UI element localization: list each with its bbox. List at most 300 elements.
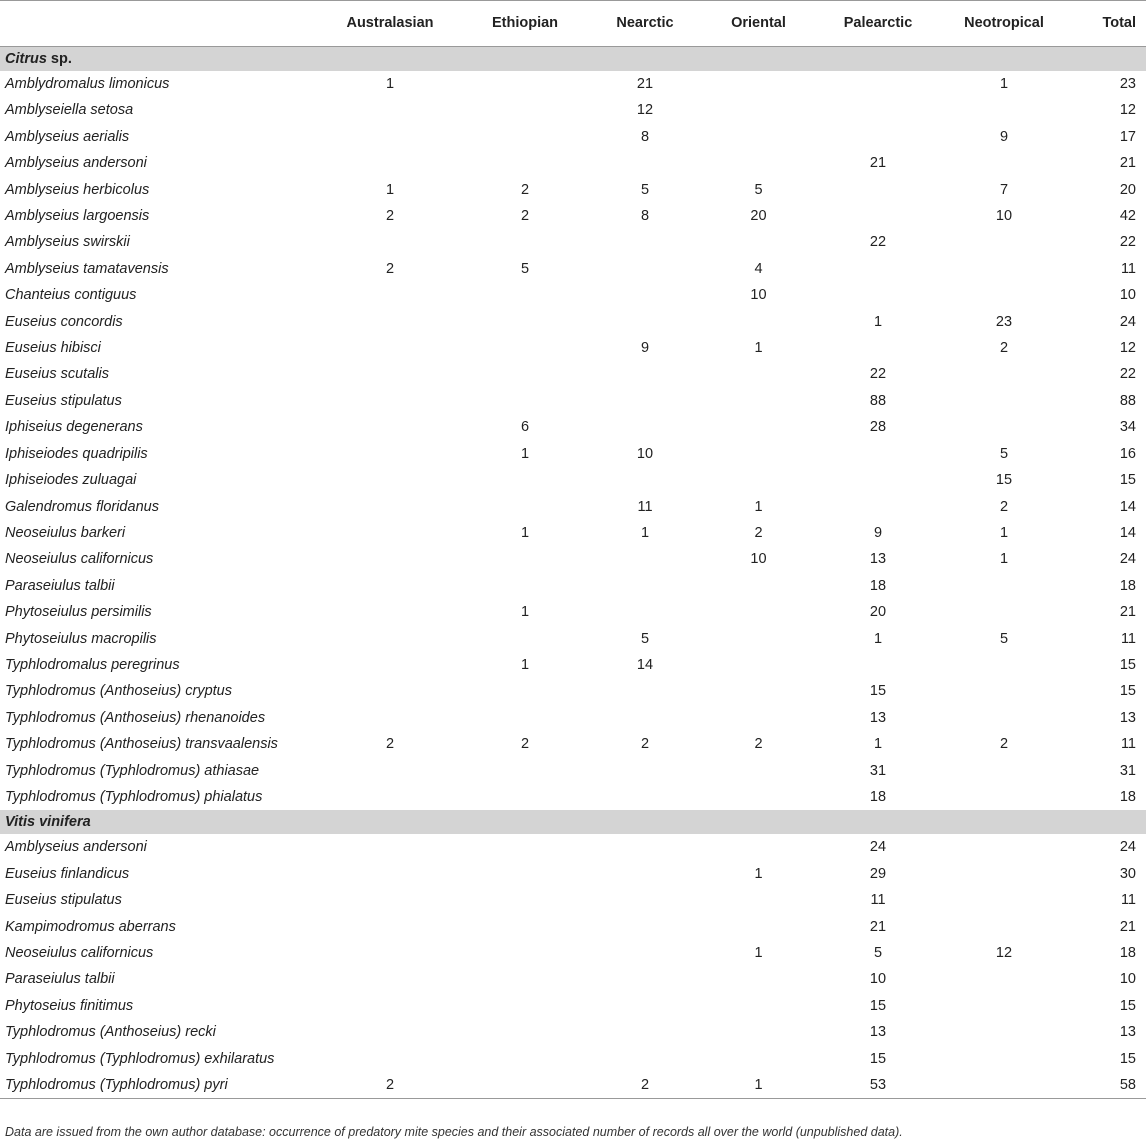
count-cell [934, 758, 1074, 784]
count-cell [595, 414, 695, 440]
count-cell [325, 441, 455, 467]
count-cell [695, 229, 822, 255]
count-cell: 20 [750, 208, 767, 225]
count-cell [455, 834, 595, 860]
species-cell: Amblyseiella setosa [5, 102, 134, 119]
header-nearctic: Nearctic [616, 15, 674, 31]
total-cell: 13 [1119, 1024, 1136, 1041]
table-row [0, 758, 1146, 784]
count-cell [695, 784, 822, 810]
count-cell [325, 940, 455, 966]
count-cell: 23 [995, 313, 1013, 330]
table-row [0, 861, 1146, 887]
count-cell: 5 [640, 630, 650, 647]
count-cell [325, 335, 455, 361]
count-cell: 10 [995, 208, 1013, 225]
species-cell: Euseius concordis [5, 313, 123, 330]
table-row [0, 652, 1146, 678]
count-cell: 8 [640, 208, 650, 225]
table-footnote: Data are issued from the own author database: occurrence of predatory mite species and their associated number of records all over the world (unpublished data). [5, 1125, 903, 1139]
count-cell [325, 1046, 455, 1072]
count-cell [595, 861, 695, 887]
table-row [0, 124, 1146, 150]
count-cell [695, 705, 822, 731]
count-cell [934, 993, 1074, 1019]
species-cell: Amblyseius herbicolus [5, 181, 150, 198]
count-cell [325, 229, 455, 255]
species-cell: Euseius scutalis [5, 366, 109, 383]
count-cell: 1 [873, 736, 883, 753]
count-cell [695, 966, 822, 992]
count-cell [695, 573, 822, 599]
count-cell [455, 573, 595, 599]
count-cell: 10 [636, 445, 654, 462]
count-cell [455, 335, 595, 361]
table-row [0, 784, 1146, 810]
count-cell [325, 966, 455, 992]
table-row [0, 309, 1146, 335]
species-cell: Amblyseius largoensis [5, 208, 150, 225]
count-cell [325, 1019, 455, 1045]
total-cell: 14 [1119, 524, 1136, 541]
count-cell [595, 229, 695, 255]
header-row [0, 1, 1146, 47]
header-total: Total [1102, 15, 1136, 31]
table-row [0, 520, 1146, 546]
count-cell [695, 414, 822, 440]
count-cell [822, 494, 934, 520]
count-cell [934, 1046, 1074, 1072]
count-cell: 20 [869, 604, 887, 621]
count-cell: 1 [520, 656, 530, 673]
species-cell: Neoseiulus californicus [5, 945, 154, 961]
count-cell [325, 887, 455, 913]
count-cell: 5 [873, 945, 883, 961]
total-cell: 22 [1119, 234, 1136, 251]
total-cell: 31 [1119, 762, 1136, 779]
count-cell: 10 [869, 971, 887, 988]
count-cell [455, 966, 595, 992]
count-cell: 1 [754, 340, 763, 357]
species-cell: Typhlodromus (Typhlodromus) pyri [0, 1072, 325, 1099]
total-cell: 15 [1119, 1050, 1136, 1067]
count-cell [455, 494, 595, 520]
table-row [0, 731, 1146, 757]
species-cell: Phytoseiulus persimilis [5, 604, 152, 621]
count-cell [934, 282, 1074, 308]
species-cell: Phytoseiulus macropilis [5, 630, 157, 647]
count-cell: 1 [999, 551, 1009, 568]
count-cell: 1 [640, 524, 650, 541]
count-cell [455, 940, 595, 966]
count-cell [595, 388, 695, 414]
total-cell: 21 [1119, 918, 1136, 935]
species-cell: Iphiseius degenerans [5, 419, 143, 436]
table-row [0, 705, 1146, 731]
count-cell [695, 887, 822, 913]
count-cell [325, 467, 455, 493]
count-cell [325, 388, 455, 414]
group-header-row [0, 810, 1146, 834]
species-cell: Amblyseius andersoni [5, 839, 147, 856]
count-cell: 11 [637, 498, 653, 515]
total-cell: 88 [1119, 392, 1136, 409]
count-cell [455, 467, 595, 493]
count-cell: 24 [869, 839, 887, 856]
species-cell: Paraseiulus talbii [5, 971, 115, 988]
count-cell: 2 [520, 736, 530, 753]
count-cell [934, 599, 1074, 625]
count-cell [695, 97, 822, 123]
count-cell [455, 1019, 595, 1045]
count-cell [595, 573, 695, 599]
total-cell: 24 [1119, 839, 1136, 856]
count-cell [325, 993, 455, 1019]
count-cell [325, 914, 455, 940]
table-row [0, 494, 1146, 520]
count-cell [595, 834, 695, 860]
count-cell [455, 229, 595, 255]
count-cell: 2 [325, 1072, 455, 1099]
count-cell [455, 758, 595, 784]
count-cell: 6 [520, 419, 530, 436]
count-cell: 2 [520, 181, 530, 198]
count-cell [934, 573, 1074, 599]
count-cell: 2 [999, 340, 1009, 357]
total-cell: 20 [1119, 181, 1136, 198]
count-cell [934, 150, 1074, 176]
count-cell: 2 [754, 736, 763, 753]
count-cell [822, 441, 934, 467]
table-row [0, 626, 1146, 652]
count-cell [934, 361, 1074, 387]
count-cell [695, 993, 822, 1019]
species-cell: Typhlodromus (Anthoseius) recki [5, 1024, 216, 1041]
count-cell [695, 441, 822, 467]
count-cell: 15 [869, 683, 887, 700]
count-cell: 2 [385, 208, 395, 225]
count-cell [934, 1019, 1074, 1045]
species-cell: Typhlodromus (Anthoseius) transvaalensis [5, 736, 278, 753]
species-cell: Typhlodromus (Anthoseius) rhenanoides [5, 709, 266, 726]
group-label-italic: Citrus [5, 51, 47, 67]
total-cell: 18 [1119, 577, 1136, 594]
count-cell [595, 678, 695, 704]
count-cell [934, 887, 1074, 913]
count-cell [695, 309, 822, 335]
total-cell: 10 [1119, 971, 1136, 988]
total-cell: 18 [1119, 788, 1136, 805]
species-cell: Typhlodromalus peregrinus [5, 656, 180, 673]
total-cell: 34 [1119, 419, 1136, 436]
table-row [0, 177, 1146, 203]
count-cell [822, 467, 934, 493]
count-cell: 18 [869, 788, 887, 805]
count-cell [822, 97, 934, 123]
count-cell [822, 124, 934, 150]
count-cell: 1 [385, 76, 395, 92]
species-cell: Neoseiulus californicus [5, 551, 154, 568]
count-cell: 1 [873, 313, 883, 330]
count-cell: 1 [754, 945, 763, 961]
species-cell: Kampimodromus aberrans [5, 918, 176, 935]
header-ethiopian: Ethiopian [491, 15, 559, 31]
species-cell: Typhlodromus (Anthoseius) cryptus [5, 683, 232, 700]
count-cell: 1 [695, 1072, 822, 1099]
count-cell [455, 1072, 595, 1099]
count-cell: 21 [636, 76, 654, 92]
total-cell: 17 [1119, 128, 1136, 145]
count-cell [595, 940, 695, 966]
count-cell: 1 [754, 498, 763, 515]
count-cell: 5 [754, 181, 763, 198]
count-cell [325, 652, 455, 678]
count-cell [934, 861, 1074, 887]
count-cell [595, 546, 695, 572]
count-cell [325, 124, 455, 150]
count-cell [934, 966, 1074, 992]
total-cell: 13 [1119, 709, 1136, 726]
count-cell [595, 784, 695, 810]
species-cell: Paraseiulus talbii [5, 577, 115, 594]
count-cell: 21 [869, 155, 887, 172]
table-row [0, 229, 1146, 255]
count-cell [595, 1046, 695, 1072]
count-cell: 29 [869, 865, 887, 882]
total-cell: 15 [1119, 683, 1136, 700]
count-cell [455, 150, 595, 176]
count-cell [695, 361, 822, 387]
header-palearctic: Palearctic [843, 15, 913, 31]
count-cell [822, 177, 934, 203]
total-cell: 11 [1120, 260, 1136, 277]
count-cell [455, 705, 595, 731]
count-cell [455, 993, 595, 1019]
table-row [0, 71, 1146, 97]
table-row [0, 966, 1146, 992]
count-cell: 1 [754, 865, 763, 882]
count-cell: 10 [750, 287, 767, 304]
count-cell: 15 [995, 472, 1013, 489]
count-cell [455, 97, 595, 123]
count-cell: 1 [999, 524, 1009, 541]
count-cell [595, 309, 695, 335]
count-cell [934, 256, 1074, 282]
count-cell [695, 834, 822, 860]
count-cell [822, 256, 934, 282]
header-oriental: Oriental [731, 15, 786, 31]
count-cell: 2 [754, 524, 763, 541]
species-cell: Amblydromalus limonicus [5, 76, 170, 92]
count-cell [934, 678, 1074, 704]
group-label [0, 47, 1146, 72]
count-cell [934, 414, 1074, 440]
count-cell [822, 335, 934, 361]
total-cell: 14 [1119, 498, 1136, 515]
table-row [0, 573, 1146, 599]
count-cell: 2 [999, 736, 1009, 753]
table-row [0, 993, 1146, 1019]
table-row [0, 150, 1146, 176]
table-row [0, 256, 1146, 282]
table-row [0, 361, 1146, 387]
count-cell [455, 626, 595, 652]
count-cell [325, 834, 455, 860]
species-cell: Euseius stipulatus [5, 892, 122, 909]
total-cell: 21 [1119, 155, 1136, 172]
group-label-plain: sp. [46, 51, 72, 67]
count-cell: 13 [869, 709, 887, 726]
count-cell [934, 1072, 1074, 1099]
count-cell: 1 [999, 76, 1009, 92]
count-cell [934, 229, 1074, 255]
count-cell [455, 784, 595, 810]
count-cell [325, 678, 455, 704]
header-neotropical: Neotropical [964, 15, 1044, 31]
count-cell: 1 [520, 604, 530, 621]
count-cell: 11 [870, 892, 886, 909]
count-cell [934, 705, 1074, 731]
species-cell: Neoseiulus barkeri [5, 524, 126, 541]
species-cell: Typhlodromus (Typhlodromus) phialatus [5, 788, 263, 805]
species-cell: Phytoseius finitimus [5, 997, 134, 1014]
count-cell: 9 [640, 340, 650, 357]
count-cell [455, 678, 595, 704]
count-cell [325, 282, 455, 308]
total-cell: 42 [1119, 208, 1136, 225]
total-cell: 11 [1120, 736, 1136, 753]
total-cell: 15 [1119, 472, 1136, 489]
count-cell [325, 361, 455, 387]
count-cell: 9 [999, 128, 1009, 145]
table-row [0, 97, 1146, 123]
count-cell: 2 [385, 736, 395, 753]
total-cell: 15 [1119, 656, 1136, 673]
table-row [0, 203, 1146, 229]
species-cell: Galendromus floridanus [5, 498, 159, 515]
count-cell [595, 282, 695, 308]
count-cell [934, 652, 1074, 678]
count-cell: 22 [869, 366, 887, 383]
count-cell [822, 203, 934, 229]
count-cell [455, 388, 595, 414]
count-cell [934, 97, 1074, 123]
count-cell: 15 [869, 1050, 887, 1067]
count-cell [695, 388, 822, 414]
count-cell: 2 [999, 498, 1009, 515]
count-cell [325, 414, 455, 440]
count-cell: 10 [750, 551, 767, 568]
count-cell: 13 [869, 1024, 887, 1041]
count-cell [455, 309, 595, 335]
count-cell: 12 [995, 945, 1013, 961]
count-cell [595, 914, 695, 940]
count-cell [455, 361, 595, 387]
count-cell [325, 573, 455, 599]
count-cell [595, 887, 695, 913]
species-cell: Amblyseius aerialis [5, 128, 130, 145]
count-cell: 2 [595, 1072, 695, 1099]
count-cell [822, 71, 934, 97]
count-cell: 18 [869, 577, 887, 594]
total-cell: 15 [1119, 997, 1136, 1014]
table-row [0, 414, 1146, 440]
count-cell [325, 861, 455, 887]
count-cell [325, 705, 455, 731]
group-label-italic: Vitis vinifera [5, 814, 91, 831]
total-cell: 12 [1119, 340, 1136, 357]
count-cell [695, 124, 822, 150]
count-cell: 2 [640, 736, 650, 753]
total-cell: 11 [1120, 892, 1136, 909]
count-cell [325, 599, 455, 625]
count-cell: 5 [999, 445, 1009, 462]
table-row [0, 678, 1146, 704]
count-cell: 1 [520, 524, 530, 541]
count-cell [595, 1019, 695, 1045]
species-cell: Chanteius contiguus [5, 287, 137, 304]
table-row [0, 887, 1146, 913]
total-cell: 58 [1074, 1072, 1146, 1099]
total-cell: 10 [1119, 287, 1136, 304]
table-row [0, 467, 1146, 493]
count-cell: 13 [869, 551, 887, 568]
table-row [0, 1046, 1146, 1072]
count-cell [455, 861, 595, 887]
count-cell: 1 [520, 445, 530, 462]
species-cell: Euseius hibisci [5, 340, 101, 357]
count-cell: 2 [385, 260, 395, 277]
species-cell: Typhlodromus (Typhlodromus) athiasae [5, 762, 260, 779]
count-cell [695, 150, 822, 176]
count-cell [934, 914, 1074, 940]
count-cell [595, 993, 695, 1019]
count-cell: 8 [640, 128, 650, 145]
count-cell [695, 914, 822, 940]
table-row [0, 1072, 1146, 1099]
count-cell [695, 71, 822, 97]
count-cell [695, 678, 822, 704]
count-cell: 31 [869, 762, 887, 779]
count-cell: 7 [999, 181, 1009, 198]
count-cell [325, 546, 455, 572]
table-row [0, 546, 1146, 572]
count-cell [595, 758, 695, 784]
total-cell: 11 [1120, 630, 1136, 647]
count-cell [455, 887, 595, 913]
count-cell: 22 [869, 234, 887, 251]
count-cell [455, 914, 595, 940]
count-cell: 9 [873, 524, 883, 541]
total-cell: 24 [1119, 313, 1136, 330]
count-cell [325, 494, 455, 520]
species-cell: Amblyseius andersoni [5, 155, 147, 172]
count-cell [695, 467, 822, 493]
group-header-row [0, 47, 1146, 72]
table-row [0, 599, 1146, 625]
table-row [0, 388, 1146, 414]
table-row [0, 441, 1146, 467]
count-cell: 5 [999, 630, 1009, 647]
species-cell: Iphiseiodes zuluagai [5, 472, 137, 489]
count-cell: 21 [869, 918, 887, 935]
total-cell: 22 [1119, 366, 1136, 383]
count-cell [695, 652, 822, 678]
count-cell [325, 150, 455, 176]
count-cell [595, 599, 695, 625]
count-cell [934, 388, 1074, 414]
count-cell: 15 [869, 997, 887, 1014]
